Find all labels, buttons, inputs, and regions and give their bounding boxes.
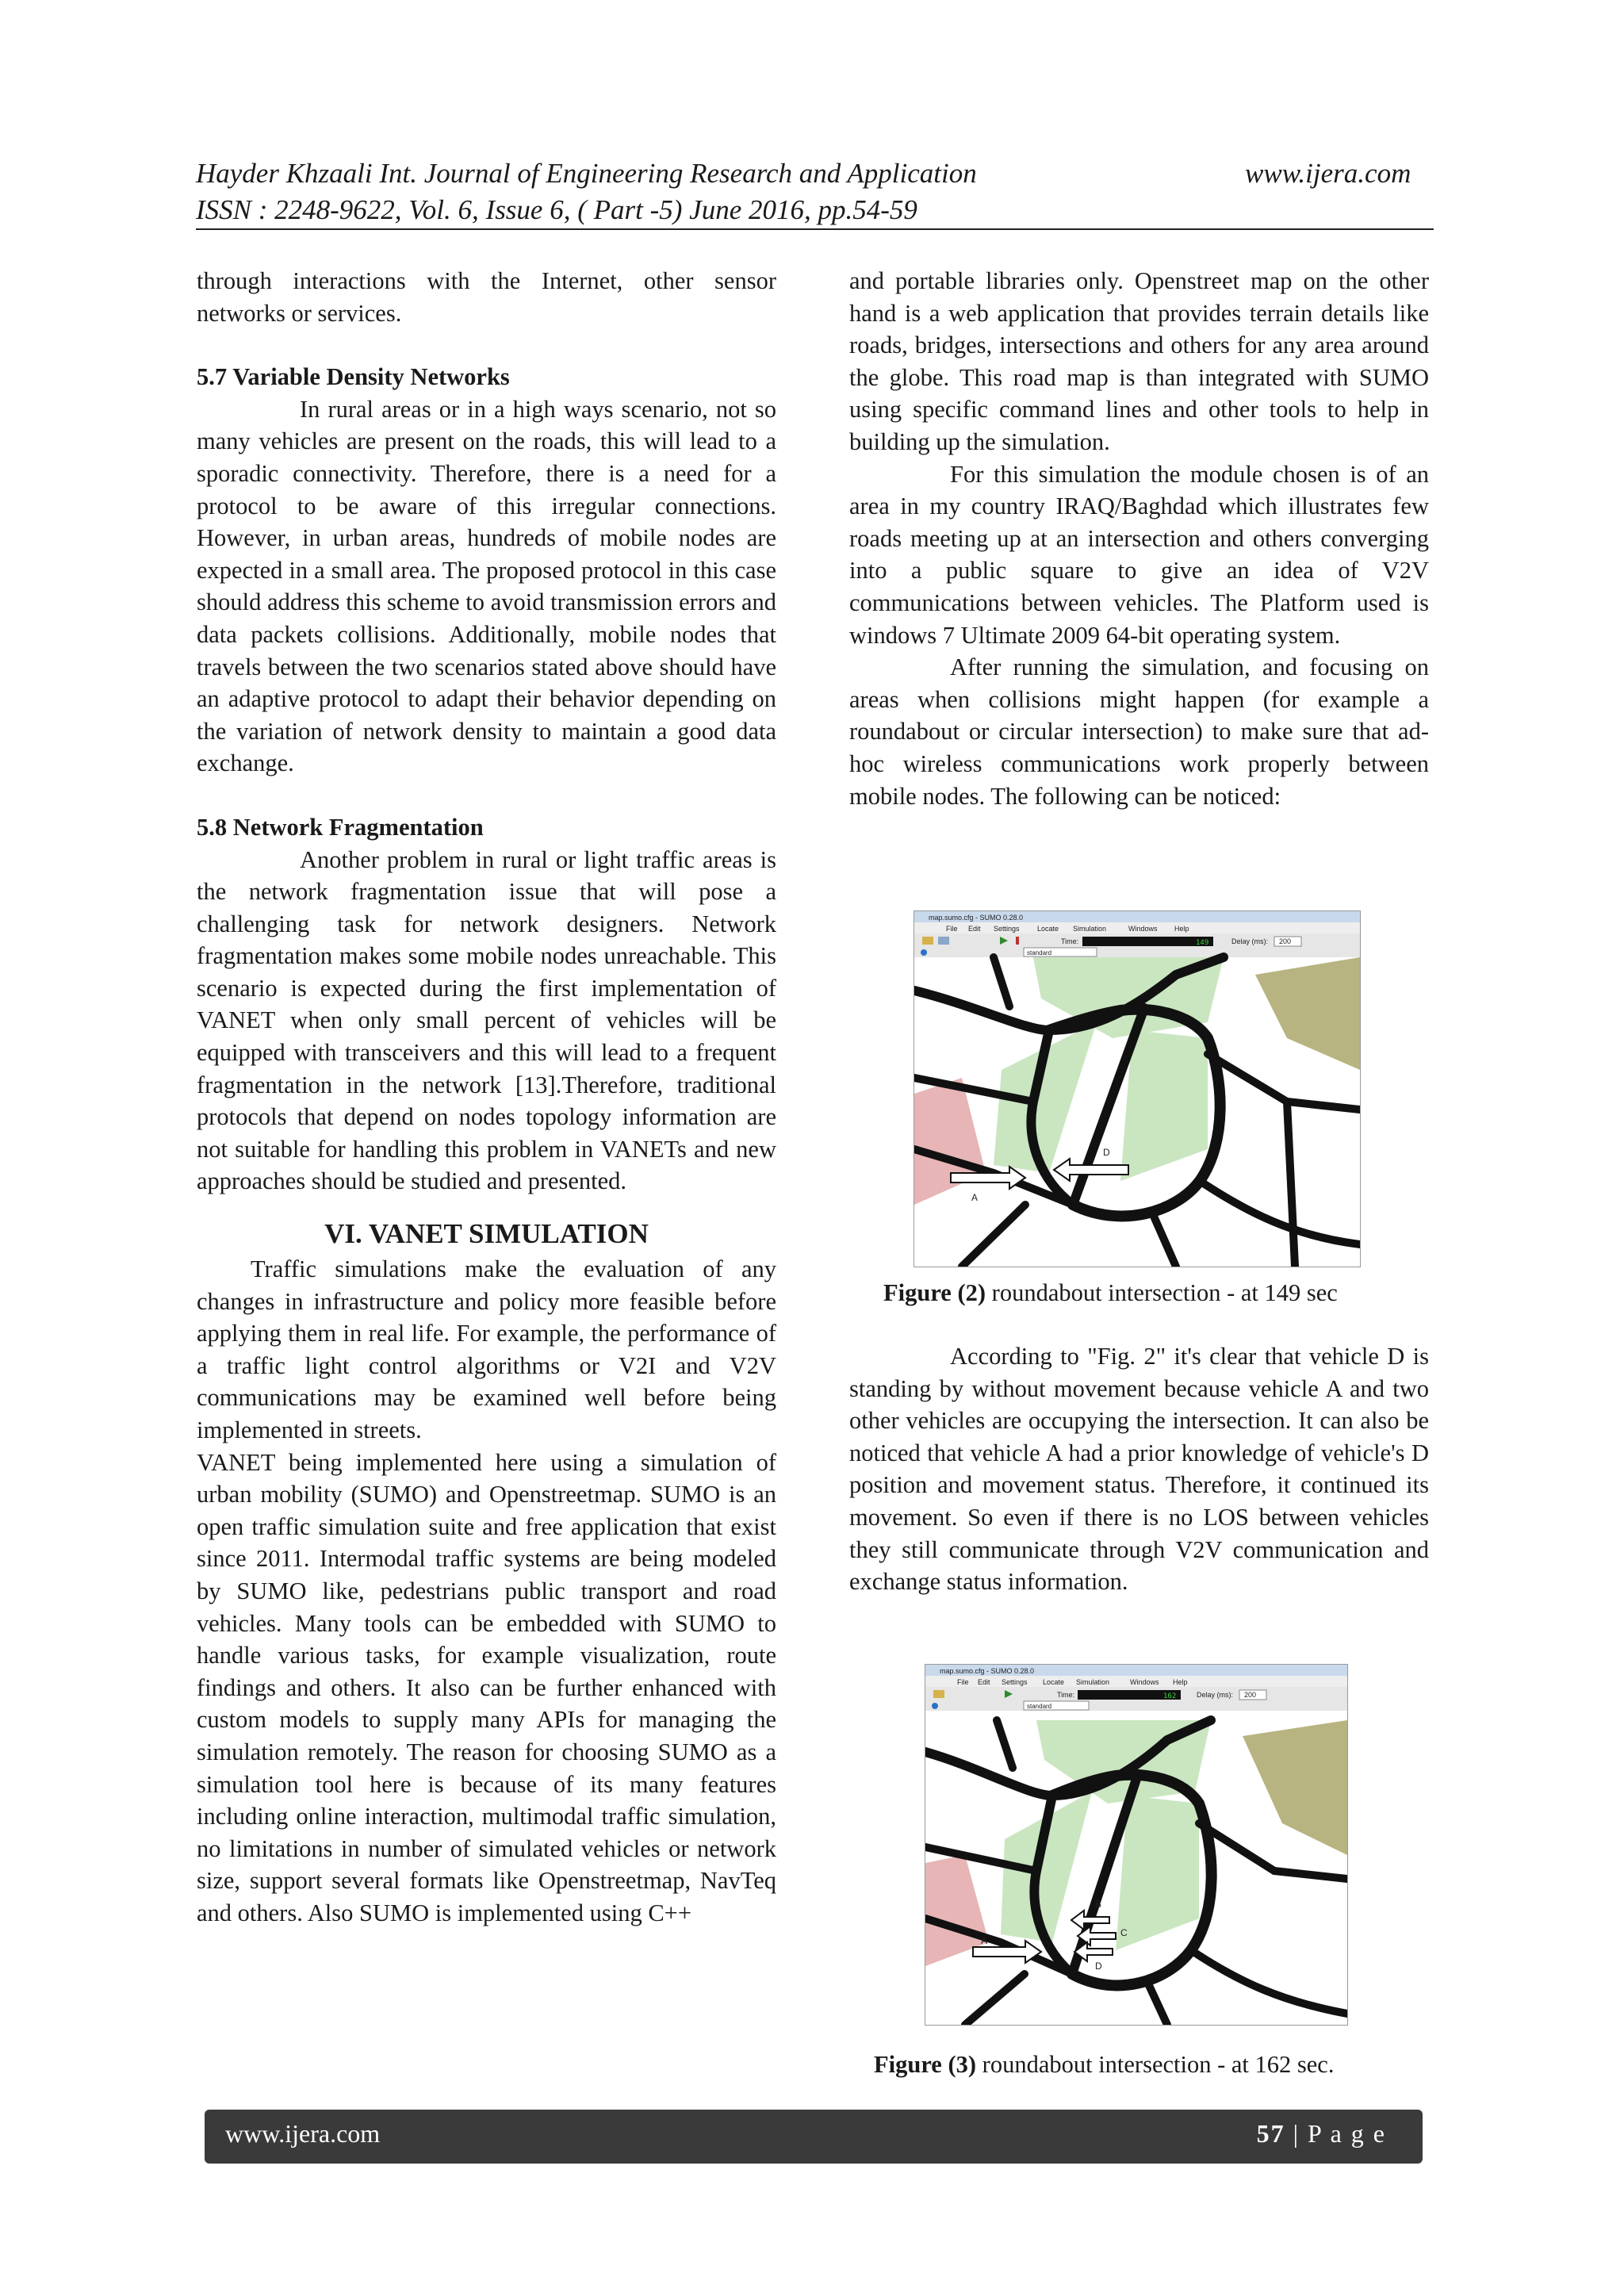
delay-value: 200 bbox=[1244, 1691, 1257, 1699]
map-view[interactable] bbox=[925, 1711, 1347, 2025]
figure-2-caption bbox=[883, 1277, 1338, 1309]
scheme-value: standard bbox=[1027, 949, 1052, 956]
menu-simulation[interactable]: Simulation bbox=[1076, 1678, 1110, 1686]
menu-help[interactable]: Help bbox=[1174, 925, 1189, 933]
right-paragraph-3: After running the simulation, and focusing on areas when collisions might happen (for example a roundabout or circular intersection) to make sure that ad-hoc wireless communications work properly between mobile nodes. The following can be noticed: bbox=[849, 654, 1429, 810]
right-paragraph-2: For this simulation the module chosen is of an area in my country IRAQ/Baghdad which illustrates few roads meeting up at an intersection and others converging into a public square to give an idea of V2V communications between vehicles. The Platform used is windows 7 Ultimate 2009 64-bit operating system. bbox=[849, 460, 1429, 649]
section-6-heading: VI. VANET SIMULATION bbox=[324, 1218, 649, 1250]
left-column bbox=[197, 265, 776, 1930]
time-value: 162 bbox=[1163, 1692, 1177, 1700]
time-display bbox=[1082, 937, 1213, 946]
delay-label: Delay (ms): bbox=[1197, 1691, 1234, 1699]
menu-edit[interactable]: Edit bbox=[968, 925, 981, 933]
right-paragraph-4: According to "Fig. 2" it's clear that vehicle D is standing by without movement because vehicle A and two other vehicles are occupying the intersection. It can also be noticed that vehicle A had a prior knowledge of vehicle's D position and movement status. Therefore, it continued its movement. So even if there is no LOS between vehicles they still communicate through V2V communication and exchange status information. bbox=[849, 1343, 1429, 1596]
map-view[interactable] bbox=[914, 957, 1360, 1267]
vehicle-d-label: D bbox=[1095, 1961, 1102, 1972]
header-rule bbox=[196, 228, 1434, 230]
intro-paragraph: through interactions with the Internet, other sensor networks or services. bbox=[197, 267, 776, 327]
vehicle-c-label: C bbox=[1120, 1927, 1128, 1938]
page-footer bbox=[205, 2110, 1423, 2164]
footer-site-link[interactable]: www.ijera.com bbox=[225, 2119, 381, 2148]
section-6-paragraph-2: VANET being implemented here using a simulation of urban mobility (SUMO) and Openstreetmap. SUMO is an open traffic simulation suite and free application that exist since 2011. Intermodal traffic systems are being modeled by SUMO like, pedestrians public transport and road vehicles. Many tools can be embedded with SUMO to handle various tasks, for example visualization, route findings and others. It also can be further enhanced with custom models to supply many APIs for managing the simulation remotely. The reason for choosing SUMO as a simulation tool here is because of its many features including online interaction, multimodal traffic simulation, no limitations in number of simulated vehicles or network size, support several formats like Openstreetmap, NavTeq and others. Also SUMO is implemented using C++ bbox=[197, 1448, 776, 1926]
scheme-value: standard bbox=[1027, 1703, 1052, 1710]
reload-icon[interactable] bbox=[938, 937, 949, 945]
vehicle-a-label: A bbox=[971, 1192, 979, 1203]
section-5-8-body: Another problem in rural or light traffic areas is the network fragmentation issue that will pose a challenging task for network designers. Network fragmentation makes some mobile nodes unreachable. This scenario is expected during the first implementation of VANET when only small percent of vehicles will be equipped with transceivers and this will lead to a frequent fragmentation in the network [13].Therefore, traditional protocols that depend on nodes topology information are not suitable for handling this problem in VANETs and new approaches should be studied and presented. bbox=[197, 845, 776, 1195]
running-header-site[interactable]: www.ijera.com bbox=[1245, 158, 1411, 189]
footer-page-number bbox=[1257, 2119, 1386, 2148]
right-column-top bbox=[849, 265, 1429, 812]
figure-2-screenshot bbox=[914, 910, 1361, 1267]
open-icon[interactable] bbox=[922, 937, 933, 945]
figure-2-caption-text: roundabout intersection - at 149 sec bbox=[986, 1279, 1338, 1306]
figure-2-caption-label: Figure (2) bbox=[883, 1279, 986, 1306]
menu-edit[interactable]: Edit bbox=[978, 1678, 990, 1686]
window-title: map.sumo.cfg - SUMO 0.28.0 bbox=[929, 914, 1024, 922]
time-label: Time: bbox=[1061, 937, 1079, 945]
menu-file[interactable]: File bbox=[946, 925, 958, 933]
menu-locate[interactable]: Locate bbox=[1037, 925, 1059, 933]
figure-3-caption-label: Figure (3) bbox=[874, 2051, 977, 2078]
time-label: Time: bbox=[1057, 1691, 1075, 1699]
section-5-8-heading: 5.8 Network Fragmentation bbox=[197, 813, 484, 841]
time-value: 149 bbox=[1196, 939, 1209, 947]
running-header-issn: ISSN : 2248-9622, Vol. 6, Issue 6, ( Part -5) June 2016, pp.54-59 bbox=[196, 194, 917, 225]
menu-simulation[interactable]: Simulation bbox=[1073, 925, 1107, 933]
menu-locate[interactable]: Locate bbox=[1043, 1678, 1065, 1686]
menu-windows[interactable]: Windows bbox=[1128, 925, 1158, 933]
vehicle-a-label: A bbox=[981, 1935, 988, 1946]
window-title: map.sumo.cfg - SUMO 0.28.0 bbox=[940, 1667, 1035, 1675]
right-column-middle bbox=[849, 1340, 1429, 1598]
figure-3-screenshot bbox=[925, 1664, 1348, 2026]
right-paragraph-1: and portable libraries only. Openstreet map on the other hand is a web application that provides terrain details like roads, bridges, intersections and others for any area around the globe. This road map is than integrated with SUMO using specific command lines and other tools to help in building up the simulation. bbox=[849, 267, 1429, 455]
delay-value: 200 bbox=[1279, 937, 1292, 945]
section-5-7-body: In rural areas or in a high ways scenario, not so many vehicles are present on the roads, this will lead to a sporadic connectivity. Therefore, there is a need for a protocol to be aware of this irregular connections. However, in urban areas, hundreds of mobile nodes are expected in a small area. The proposed protocol in this case should address this scheme to avoid transmission errors and data packets collisions. Additionally, mobile nodes that travels between the two scenarios stated above should have an adaptive protocol to adapt their behavior depending on the variation of network density to maintain a good data exchange. bbox=[197, 395, 776, 777]
stop-icon[interactable] bbox=[1016, 937, 1019, 945]
page-number: 57 bbox=[1256, 2119, 1285, 2148]
page-label: | P a g e bbox=[1285, 2119, 1386, 2148]
figure-2-sumo-window bbox=[914, 911, 1360, 1267]
section-6-paragraph-1: Traffic simulations make the evaluation of any changes in infrastructure and policy more feasible before applying them in real life. For example, the performance of a traffic light control algorithms or V2I and V2V communications may be examined well before being implemented in streets. bbox=[197, 1255, 776, 1443]
figure-3-caption bbox=[874, 2049, 1334, 2080]
running-header-title: Hayder Khzaali Int. Journal of Engineering Research and Application bbox=[196, 158, 977, 189]
vehicle-b-label: B bbox=[1095, 1899, 1102, 1910]
section-5-7-heading: 5.7 Variable Density Networks bbox=[197, 363, 510, 391]
menu-help[interactable]: Help bbox=[1173, 1678, 1188, 1686]
open-icon[interactable] bbox=[933, 1690, 944, 1698]
figure-3-caption-text: roundabout intersection - at 162 sec. bbox=[976, 2051, 1335, 2078]
menu-file[interactable]: File bbox=[957, 1678, 969, 1686]
menu-settings[interactable]: Settings bbox=[1002, 1678, 1028, 1686]
figure-3-sumo-window bbox=[925, 1665, 1347, 2025]
menu-windows[interactable]: Windows bbox=[1130, 1678, 1159, 1686]
locate-icon[interactable] bbox=[921, 949, 927, 956]
delay-label: Delay (ms): bbox=[1231, 937, 1269, 945]
menu-settings[interactable]: Settings bbox=[994, 925, 1020, 933]
locate-icon[interactable] bbox=[932, 1703, 938, 1709]
vehicle-d-label: D bbox=[1103, 1147, 1110, 1158]
